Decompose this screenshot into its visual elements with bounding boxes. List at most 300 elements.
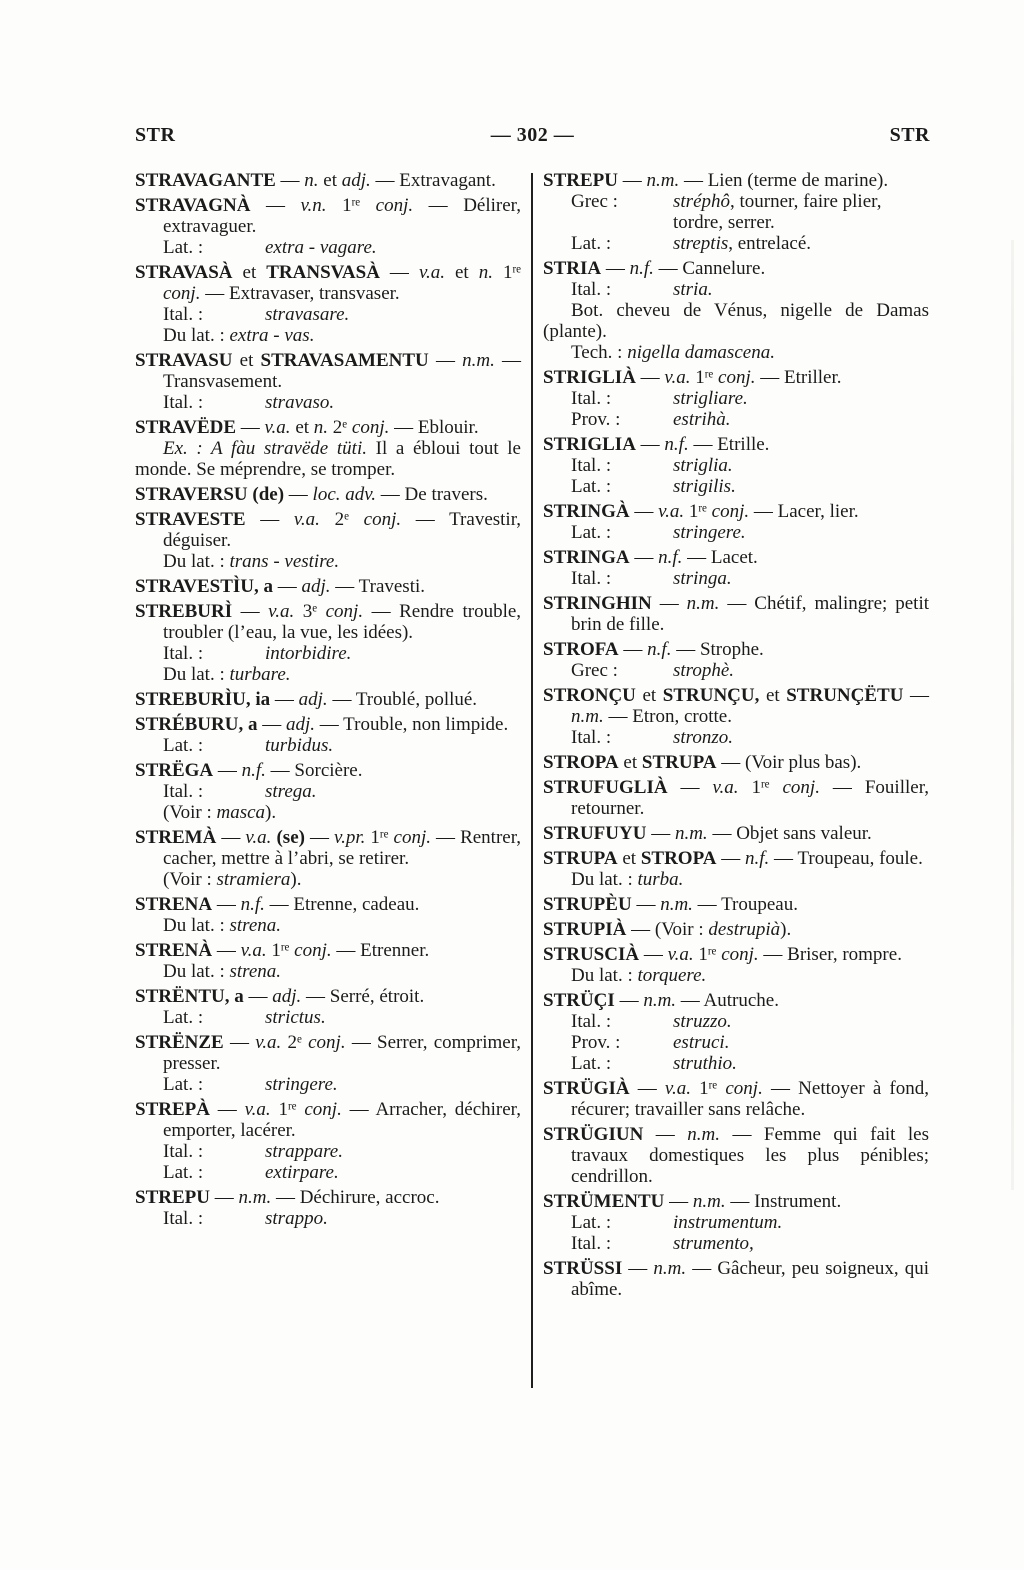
- text-segment: adj.: [298, 689, 328, 710]
- text-segment: strigilis.: [673, 476, 736, 497]
- etymology-line: [135, 643, 521, 664]
- dictionary-entry: [543, 685, 929, 748]
- text-segment: 1: [738, 777, 761, 798]
- text-segment: n.m.: [687, 1124, 720, 1145]
- text-segment: et: [635, 685, 663, 706]
- text-segment: — Travesti.: [330, 576, 426, 597]
- text-segment: re: [351, 196, 361, 209]
- etymology-label: Ital. :: [163, 1141, 204, 1162]
- text-segment: conj.: [294, 940, 332, 961]
- etymology-label: Prov. :: [571, 1032, 621, 1053]
- text-segment: v.a.: [664, 1078, 691, 1099]
- text-segment: — Nettoyer à fond, récurer; travailler sans relâche.: [571, 1078, 929, 1120]
- entry-note-line: [135, 802, 521, 823]
- entry-main-line: [135, 509, 521, 551]
- text-segment: extra - vas.: [229, 325, 315, 346]
- text-segment: — Femme qui fait les travaux domestiques les plus pénibles; cendrillon.: [571, 1124, 929, 1187]
- text-segment: 1: [365, 827, 380, 848]
- entry-note-line: [135, 551, 521, 572]
- text-segment: Du lat. :: [571, 965, 638, 986]
- text-segment: — Extravagant.: [370, 170, 496, 191]
- text-segment: ).: [265, 802, 277, 823]
- etymology-value: [673, 660, 929, 681]
- etymology-value: [673, 455, 929, 476]
- text-segment: re: [704, 368, 714, 381]
- dictionary-entry: [543, 823, 929, 844]
- dictionary-entry: [135, 940, 521, 982]
- text-segment: stringa.: [673, 568, 732, 589]
- text-segment: v.a.: [268, 601, 295, 622]
- text-segment: — Troupeau.: [692, 894, 798, 915]
- etymology-label: Lat. :: [571, 1053, 612, 1074]
- text-segment: conj.: [325, 601, 364, 622]
- entry-note-line: [543, 300, 929, 342]
- dictionary-entry: [135, 827, 521, 890]
- entry-main-line: [543, 919, 929, 940]
- text-segment: —: [304, 827, 335, 848]
- page-header: [135, 124, 930, 147]
- entry-main-line: [543, 1124, 929, 1187]
- text-segment: loc. adv.: [312, 484, 377, 505]
- text-segment: , tourner, faire plier, tordre, serrer.: [673, 191, 882, 233]
- text-segment: et: [232, 350, 261, 371]
- dictionary-entry: [543, 639, 929, 681]
- headword: STRAVESTE: [135, 509, 246, 530]
- entry-main-line: [135, 940, 521, 961]
- etymology-value: [265, 392, 521, 413]
- headword: STROPA: [640, 848, 717, 869]
- etymology-value: [673, 1233, 929, 1254]
- headword: STREMÀ: [135, 827, 217, 848]
- text-segment: re: [512, 263, 522, 276]
- text-segment: — Serrer, comprimer, presser.: [163, 1032, 522, 1074]
- dictionary-entry: [543, 894, 929, 915]
- entry-main-line: [543, 170, 929, 191]
- text-segment: —: [629, 501, 659, 522]
- etymology-line: [543, 1212, 929, 1233]
- text-segment: — Troupeau, foule.: [769, 848, 923, 869]
- text-segment: stravasare.: [265, 304, 350, 325]
- etymology-label: Lat. :: [163, 237, 204, 258]
- text-segment: strigliare.: [673, 388, 748, 409]
- text-segment: v.a.: [293, 509, 320, 530]
- text-segment: strappare.: [265, 1141, 343, 1162]
- text-segment: —: [614, 990, 644, 1011]
- entry-main-line: [135, 417, 521, 438]
- entry-main-line: [135, 170, 521, 191]
- etymology-value: [673, 522, 929, 543]
- text-segment: —: [216, 827, 246, 848]
- dictionary-entry: [543, 593, 929, 635]
- etymology-label: Lat. :: [571, 1212, 612, 1233]
- text-segment: conj.: [375, 195, 414, 216]
- text-segment: n.m.: [686, 593, 720, 614]
- text-segment: [770, 777, 783, 798]
- headword: STREPU: [543, 170, 618, 191]
- headword: STRAVERSU (de): [135, 484, 285, 505]
- etymology-label: Ital. :: [571, 1011, 612, 1032]
- text-segment: — (Voir plus bas).: [716, 752, 862, 773]
- text-segment: — Etrenne, cadeau.: [264, 894, 420, 915]
- headword: STROPA: [543, 752, 619, 773]
- entry-note-line: [135, 869, 521, 890]
- headword: STRAVAGANTE: [135, 170, 276, 191]
- headword: STRUPA: [543, 848, 618, 869]
- text-segment: conj.: [393, 827, 431, 848]
- text-segment: strappo.: [265, 1208, 328, 1229]
- text-segment: turbare.: [229, 664, 291, 685]
- etymology-line: [543, 279, 929, 300]
- text-segment: —: [379, 262, 419, 283]
- dictionary-entry: [135, 350, 521, 413]
- text-segment: et: [444, 262, 479, 283]
- etymology-line: [543, 476, 929, 497]
- entry-main-line: [543, 593, 929, 635]
- text-segment: —: [245, 509, 294, 530]
- text-segment: re: [280, 941, 290, 954]
- etymology-label: Lat. :: [163, 1162, 204, 1183]
- entry-main-line: [543, 894, 929, 915]
- dictionary-entry: [135, 714, 521, 756]
- text-segment: (Voir :: [163, 802, 217, 823]
- text-segment: —: [631, 894, 661, 915]
- text-segment: instrumentum.: [673, 1212, 783, 1233]
- text-segment: Du lat. :: [163, 325, 230, 346]
- text-segment: conj.: [351, 417, 390, 438]
- etymology-line: [135, 1141, 521, 1162]
- dictionary-entry: [135, 417, 521, 480]
- etymology-value: [673, 191, 929, 233]
- dictionary-entry: [543, 258, 929, 363]
- text-segment: —: [646, 823, 675, 844]
- etymology-value: [265, 643, 521, 664]
- etymology-line: [135, 392, 521, 413]
- text-segment: re: [707, 945, 717, 958]
- text-segment: extirpare.: [265, 1162, 339, 1183]
- text-segment: — Transvasement.: [163, 350, 521, 392]
- dictionary-entry: [135, 484, 521, 505]
- etymology-line: [543, 233, 929, 254]
- text-segment: —: [212, 940, 241, 961]
- entry-main-line: [135, 1099, 521, 1141]
- headword: STRËGA: [135, 760, 214, 781]
- text-segment: et: [290, 417, 314, 438]
- dictionary-entry: [543, 434, 929, 497]
- text-segment: —: [629, 547, 659, 568]
- dictionary-entry: [135, 760, 521, 823]
- etymology-value: [673, 233, 929, 254]
- text-segment: n.: [313, 417, 329, 438]
- etymology-label: Ital. :: [571, 727, 612, 748]
- text-segment: —: [272, 576, 302, 597]
- headword: STRAVASU: [135, 350, 233, 371]
- headword: STRENA: [135, 894, 213, 915]
- entry-main-line: [543, 547, 929, 568]
- text-segment: conj.: [718, 367, 756, 388]
- text-segment: —: [601, 258, 630, 279]
- text-segment: — (Voir :: [626, 919, 709, 940]
- etymology-label: Ital. :: [163, 392, 204, 413]
- etymology-value: [265, 1162, 521, 1183]
- text-segment: — Gâcheur, peu soigneux, qui abîme.: [571, 1258, 930, 1300]
- entry-main-line: [135, 350, 521, 392]
- text-segment: et: [232, 262, 267, 283]
- etymology-line: [543, 660, 929, 681]
- text-segment: —: [236, 417, 265, 438]
- entry-main-line: [543, 367, 929, 388]
- text-segment: Bot. cheveu de Vénus, nigelle de Damas (plante).: [543, 300, 929, 342]
- etymology-label: Lat. :: [163, 1007, 204, 1028]
- headword: STRAVAGNÀ: [135, 195, 251, 216]
- text-segment: — Autruche.: [676, 990, 779, 1011]
- text-segment: n.f.: [664, 434, 689, 455]
- text-segment: — Etriller.: [755, 367, 842, 388]
- etymology-label: Ital. :: [571, 279, 612, 300]
- text-segment: stréphô: [673, 191, 730, 212]
- dictionary-entry: [543, 848, 929, 890]
- text-segment: e: [344, 510, 349, 523]
- text-segment: e: [342, 418, 348, 431]
- text-segment: Du lat. :: [571, 869, 638, 890]
- text-segment: —: [643, 1124, 688, 1145]
- text-segment: — Eblouir.: [389, 417, 479, 438]
- headword: STREBURÌ: [135, 601, 233, 622]
- running-head-left: STR: [135, 124, 176, 146]
- entry-main-line: [135, 484, 521, 505]
- etymology-line: [135, 781, 521, 802]
- entry-note-line: [543, 869, 929, 890]
- column-divider-rule: [531, 173, 533, 1388]
- text-segment: e: [312, 602, 318, 615]
- text-segment: Du lat. :: [163, 915, 230, 936]
- etymology-label: Lat. :: [571, 233, 612, 254]
- text-segment: — Etrenner.: [331, 940, 430, 961]
- text-segment: — Travestir, déguiser.: [163, 509, 522, 551]
- entry-main-line: [543, 777, 929, 819]
- text-segment: —: [428, 350, 463, 371]
- entry-main-line: [543, 639, 929, 660]
- text-segment: — Trouble, non limpide.: [315, 714, 509, 735]
- text-segment: —: [213, 760, 242, 781]
- etymology-line: [543, 191, 929, 233]
- etymology-label: Ital. :: [571, 455, 612, 476]
- text-segment: —: [716, 848, 745, 869]
- text-segment: v.a.: [712, 777, 739, 798]
- text-segment: — Etron, crotte.: [603, 706, 732, 727]
- text-segment: —: [223, 1032, 256, 1053]
- text-segment: —: [250, 195, 301, 216]
- etymology-line: [135, 1074, 521, 1095]
- entry-note-line: [543, 342, 929, 363]
- text-segment: — Instrument.: [725, 1191, 842, 1212]
- dictionary-entry: [135, 576, 521, 597]
- text-segment: turba.: [637, 869, 684, 890]
- text-segment: et: [318, 170, 342, 191]
- text-segment: — Lacet.: [682, 547, 758, 568]
- dictionary-entry: [135, 601, 521, 685]
- entry-main-line: [543, 1258, 929, 1300]
- etymology-value: [265, 1141, 521, 1162]
- etymology-line: [135, 1007, 521, 1028]
- etymology-line: [543, 1032, 929, 1053]
- headword: STRINGÀ: [543, 501, 630, 522]
- headword: STRAVESTÌU, a: [135, 576, 273, 597]
- entry-main-line: [543, 752, 929, 773]
- text-segment: —: [212, 894, 241, 915]
- text-segment: e: [296, 1033, 302, 1046]
- dictionary-entry: [543, 1078, 929, 1120]
- etymology-label: Ital. :: [163, 1208, 204, 1229]
- headword: STRÜGIÀ: [543, 1078, 630, 1099]
- text-segment: v.a.: [418, 262, 445, 283]
- text-segment: — Sorcière.: [265, 760, 363, 781]
- headword: STRIA: [543, 258, 602, 279]
- text-segment: v.pr.: [334, 827, 366, 848]
- entry-main-line: [135, 714, 521, 735]
- etymology-label: Ital. :: [571, 568, 612, 589]
- text-segment: strophè.: [673, 660, 735, 681]
- text-segment: n.f.: [745, 848, 770, 869]
- text-segment: torquere.: [637, 965, 707, 986]
- dictionary-entry: [135, 509, 521, 572]
- text-segment: 2: [319, 509, 345, 530]
- text-segment: turbidus.: [265, 735, 334, 756]
- headword: STRUPIÀ: [543, 919, 627, 940]
- text-segment: conj.: [721, 944, 759, 965]
- etymology-line: [543, 727, 929, 748]
- text-segment: stringere.: [673, 522, 746, 543]
- etymology-label: Lat. :: [571, 476, 612, 497]
- etymology-value: [265, 237, 521, 258]
- etymology-label: Prov. :: [571, 409, 621, 430]
- text-segment: struthio.: [673, 1053, 737, 1074]
- text-segment: n.: [478, 262, 493, 283]
- text-segment: estrihà.: [673, 409, 731, 430]
- etymology-value: [265, 781, 521, 802]
- text-segment: 1: [270, 1099, 288, 1120]
- etymology-label: Ital. :: [163, 304, 204, 325]
- etymology-value: [673, 568, 929, 589]
- dictionary-entry: [135, 1032, 521, 1095]
- text-segment: streptis: [673, 233, 729, 254]
- text-segment: —: [664, 1191, 693, 1212]
- text-segment: —: [618, 639, 648, 660]
- etymology-value: [673, 388, 929, 409]
- text-segment: [349, 509, 364, 530]
- dictionary-entry: [543, 919, 929, 940]
- text-segment: —: [629, 1078, 665, 1099]
- etymology-label: Lat. :: [163, 1074, 204, 1095]
- headword: STRÜÇI: [543, 990, 615, 1011]
- entry-main-line: [543, 848, 929, 869]
- headword: STRUNÇU,: [662, 685, 760, 706]
- headword: STRÜSSI: [543, 1258, 623, 1279]
- text-segment: —: [667, 777, 713, 798]
- text-segment: conj.: [711, 501, 750, 522]
- etymology-value: [265, 1208, 521, 1229]
- dictionary-entry: [135, 1187, 521, 1229]
- headword: TRANSVASÀ: [266, 262, 380, 283]
- etymology-line: [543, 568, 929, 589]
- headword: STREPÀ: [135, 1099, 210, 1120]
- headword: STRËNZE: [135, 1032, 224, 1053]
- text-segment: stravaso.: [265, 392, 335, 413]
- text-segment: Du lat. :: [163, 551, 230, 572]
- headword: (se): [276, 827, 305, 848]
- text-segment: —: [209, 1099, 245, 1120]
- text-segment: (Voir :: [163, 869, 217, 890]
- text-segment: —: [209, 1187, 239, 1208]
- headword: STRÜMENTU: [543, 1191, 665, 1212]
- entry-main-line: [543, 1078, 929, 1120]
- text-segment: re: [287, 1100, 297, 1113]
- headword: STRAVËDE: [135, 417, 237, 438]
- text-segment: — Objet sans valeur.: [707, 823, 872, 844]
- text-segment: strena.: [229, 961, 282, 982]
- text-segment: Tech. :: [571, 342, 628, 363]
- text-segment: n.f.: [658, 547, 683, 568]
- text-segment: conj.: [308, 1032, 346, 1053]
- text-segment: strena.: [229, 915, 282, 936]
- entry-main-line: [135, 986, 521, 1007]
- text-segment: n.m.: [238, 1187, 272, 1208]
- text-segment: — Lien (terme de marine).: [679, 170, 889, 191]
- text-segment: Du lat. :: [163, 961, 230, 982]
- text-segment: strumento,: [673, 1233, 754, 1254]
- text-segment: — Déchirure, accroc.: [271, 1187, 440, 1208]
- text-segment: —: [275, 170, 305, 191]
- page-scan-edge: [1011, 240, 1014, 1190]
- text-segment: v.a.: [245, 827, 272, 848]
- text-segment: conj.: [163, 283, 201, 304]
- text-segment: [317, 601, 326, 622]
- headword: STRAVASAMENTU: [260, 350, 429, 371]
- text-segment: n.m.: [692, 1191, 726, 1212]
- text-segment: strega.: [265, 781, 317, 802]
- text-segment: — Lacer, lier.: [749, 501, 859, 522]
- etymology-label: Grec :: [571, 660, 618, 681]
- entry-main-line: [135, 689, 521, 710]
- entry-main-line: [135, 1032, 521, 1074]
- text-segment: — Etrille.: [688, 434, 770, 455]
- text-segment: — Extravaser, transvaser.: [200, 283, 400, 304]
- headword: STROFA: [543, 639, 619, 660]
- dictionary-entry: [543, 547, 929, 589]
- text-segment: 1: [266, 940, 281, 961]
- headword: STREPU: [135, 1187, 210, 1208]
- headword: STRUNÇËTU: [786, 685, 904, 706]
- headword: STRIGLIA: [543, 434, 636, 455]
- etymology-label: Grec :: [571, 191, 618, 212]
- text-segment: — Fouiller, retourner.: [571, 777, 930, 819]
- headword: STRUFUGLIÀ: [543, 777, 668, 798]
- text-segment: v.a.: [667, 944, 694, 965]
- text-segment: strictus.: [265, 1007, 326, 1028]
- dictionary-entry: [543, 1191, 929, 1254]
- entry-main-line: [135, 760, 521, 781]
- etymology-line: [135, 237, 521, 258]
- text-segment: v.a.: [244, 1099, 271, 1120]
- text-segment: struzzo.: [673, 1011, 732, 1032]
- headword: STRAVASÀ: [135, 262, 233, 283]
- text-segment: stronzo.: [673, 727, 734, 748]
- dictionary-entry: [135, 689, 521, 710]
- etymology-label: Lat. :: [163, 735, 204, 756]
- text-segment: —: [232, 601, 269, 622]
- entry-main-line: [543, 990, 929, 1011]
- text-segment: conj.: [725, 1078, 763, 1099]
- headword: STRINGHIN: [543, 593, 652, 614]
